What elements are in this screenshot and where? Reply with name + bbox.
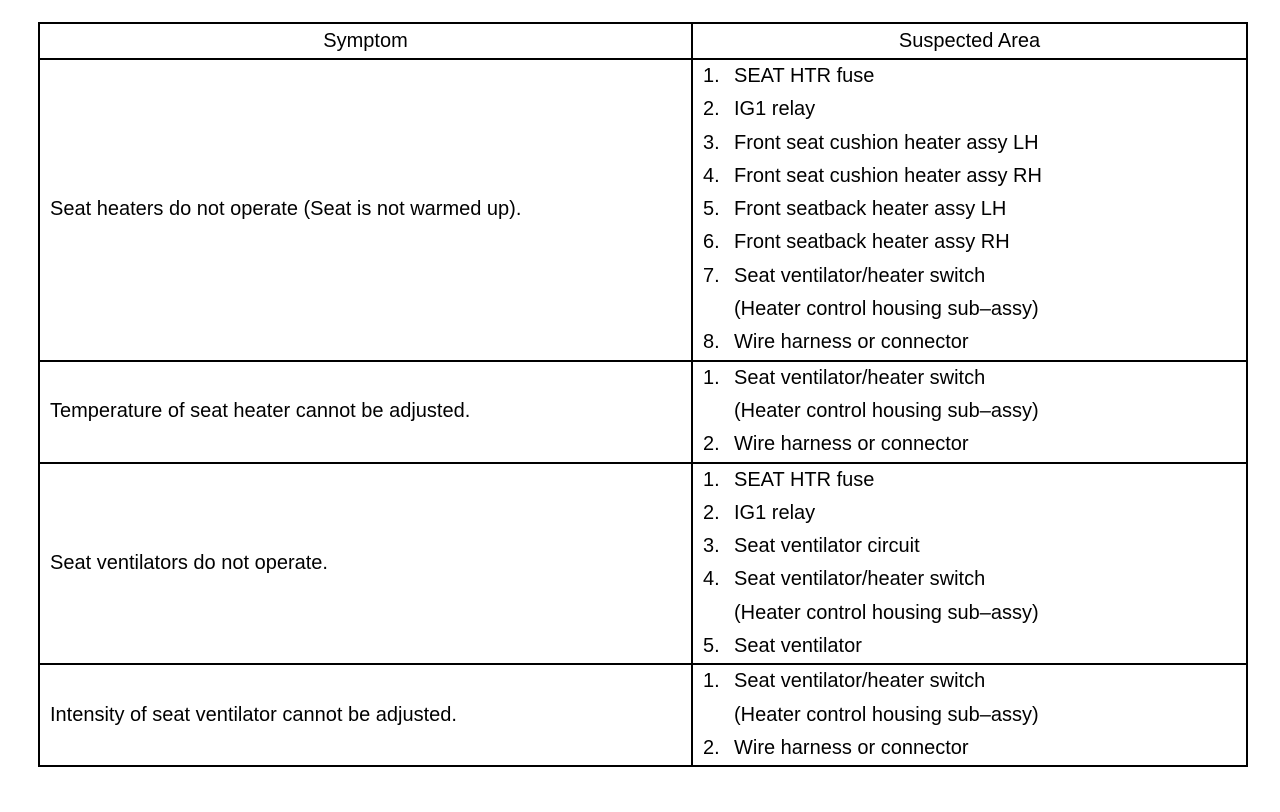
suspected-area-cell: [692, 463, 1247, 665]
symptom-cell: Intensity of seat ventilator cannot be adjusted.: [39, 664, 692, 766]
item-number: 3.: [703, 131, 720, 154]
list-item: [703, 93, 1246, 126]
item-text: Seat ventilator/heater switch: [734, 366, 986, 389]
item-number: 1.: [703, 366, 720, 389]
suspected-area-column-header: Suspected Area: [692, 23, 1247, 59]
item-text: SEAT HTR fuse: [734, 65, 875, 87]
item-number: 7.: [703, 264, 720, 287]
item-number: 4.: [703, 164, 720, 187]
item-number: 2.: [703, 98, 720, 121]
item-text: Wire harness or connector: [734, 331, 969, 354]
symptom-column-header: Symptom: [39, 23, 692, 59]
header-row: [39, 23, 1247, 59]
item-text: Seat ventilator/heater switch: [734, 670, 986, 693]
item-text: (Heater control housing sub–assy): [734, 601, 1039, 624]
list-item: [703, 464, 1246, 497]
item-number: [703, 597, 734, 630]
item-number: 2.: [703, 433, 720, 456]
table-row: [39, 463, 1247, 665]
item-text: Wire harness or connector: [734, 736, 969, 759]
item-text: (Heater control housing sub–assy): [734, 298, 1039, 321]
item-text: Front seatback heater assy RH: [734, 231, 1010, 254]
item-text: SEAT HTR fuse: [734, 468, 875, 491]
item-number: 8.: [703, 331, 720, 354]
item-text: IG1 relay: [734, 501, 816, 524]
list-item: [703, 530, 1246, 563]
symptom-cell: Seat ventilators do not operate.: [39, 463, 692, 665]
list-item-continuation: [703, 597, 1246, 630]
item-number: 6.: [703, 231, 720, 254]
item-text: IG1 relay: [734, 98, 816, 121]
list-item-continuation: [703, 395, 1246, 428]
item-number: 1.: [703, 468, 720, 491]
item-number: 5.: [703, 635, 720, 658]
item-number: [703, 699, 734, 732]
list-item: [703, 326, 1246, 359]
item-number: 4.: [703, 568, 720, 591]
list-item: [703, 226, 1246, 259]
symptom-cell: Seat heaters do not operate (Seat is not warmed up).: [39, 59, 692, 361]
item-text: Seat ventilator/heater switch: [734, 568, 986, 591]
item-number: 2.: [703, 501, 720, 524]
list-item: [703, 160, 1246, 193]
suspected-area-cell: [692, 59, 1247, 361]
suspected-area-cell: [692, 361, 1247, 463]
item-number: [703, 395, 734, 428]
list-item: [703, 260, 1246, 293]
list-item: [703, 732, 1246, 765]
item-number: 2.: [703, 736, 720, 759]
list-item: [703, 428, 1246, 461]
item-text: (Heater control housing sub–assy): [734, 399, 1039, 422]
item-text: Wire harness or connector: [734, 433, 969, 456]
item-text: Seat ventilator circuit: [734, 535, 920, 558]
item-text: Front seat cushion heater assy RH: [734, 164, 1042, 187]
list-item: [703, 563, 1246, 596]
list-item: [703, 362, 1246, 395]
item-text: Seat ventilator: [734, 635, 862, 658]
problem-symptoms-table: [38, 22, 1248, 767]
symptom-cell: Temperature of seat heater cannot be adjusted.: [39, 361, 692, 463]
list-item: [703, 127, 1246, 160]
item-text: Seat ventilator/heater switch: [734, 264, 986, 287]
table-row: [39, 361, 1247, 463]
item-number: 1.: [703, 670, 720, 693]
item-text: (Heater control housing sub–assy): [734, 703, 1039, 726]
item-text: Front seat cushion heater assy LH: [734, 131, 1039, 154]
list-item-continuation: [703, 699, 1246, 732]
list-item: [703, 193, 1246, 226]
list-item: [703, 497, 1246, 530]
list-item-continuation: [703, 293, 1246, 326]
table-row: [39, 664, 1247, 766]
item-number: 5.: [703, 198, 720, 221]
item-number: 1.: [703, 65, 720, 87]
item-number: [703, 293, 734, 326]
list-item: [703, 60, 1246, 93]
table-row: [39, 59, 1247, 361]
list-item: [703, 665, 1246, 698]
item-number: 3.: [703, 535, 720, 558]
item-text: Front seatback heater assy LH: [734, 198, 1007, 221]
list-item: [703, 630, 1246, 663]
suspected-area-cell: [692, 664, 1247, 766]
